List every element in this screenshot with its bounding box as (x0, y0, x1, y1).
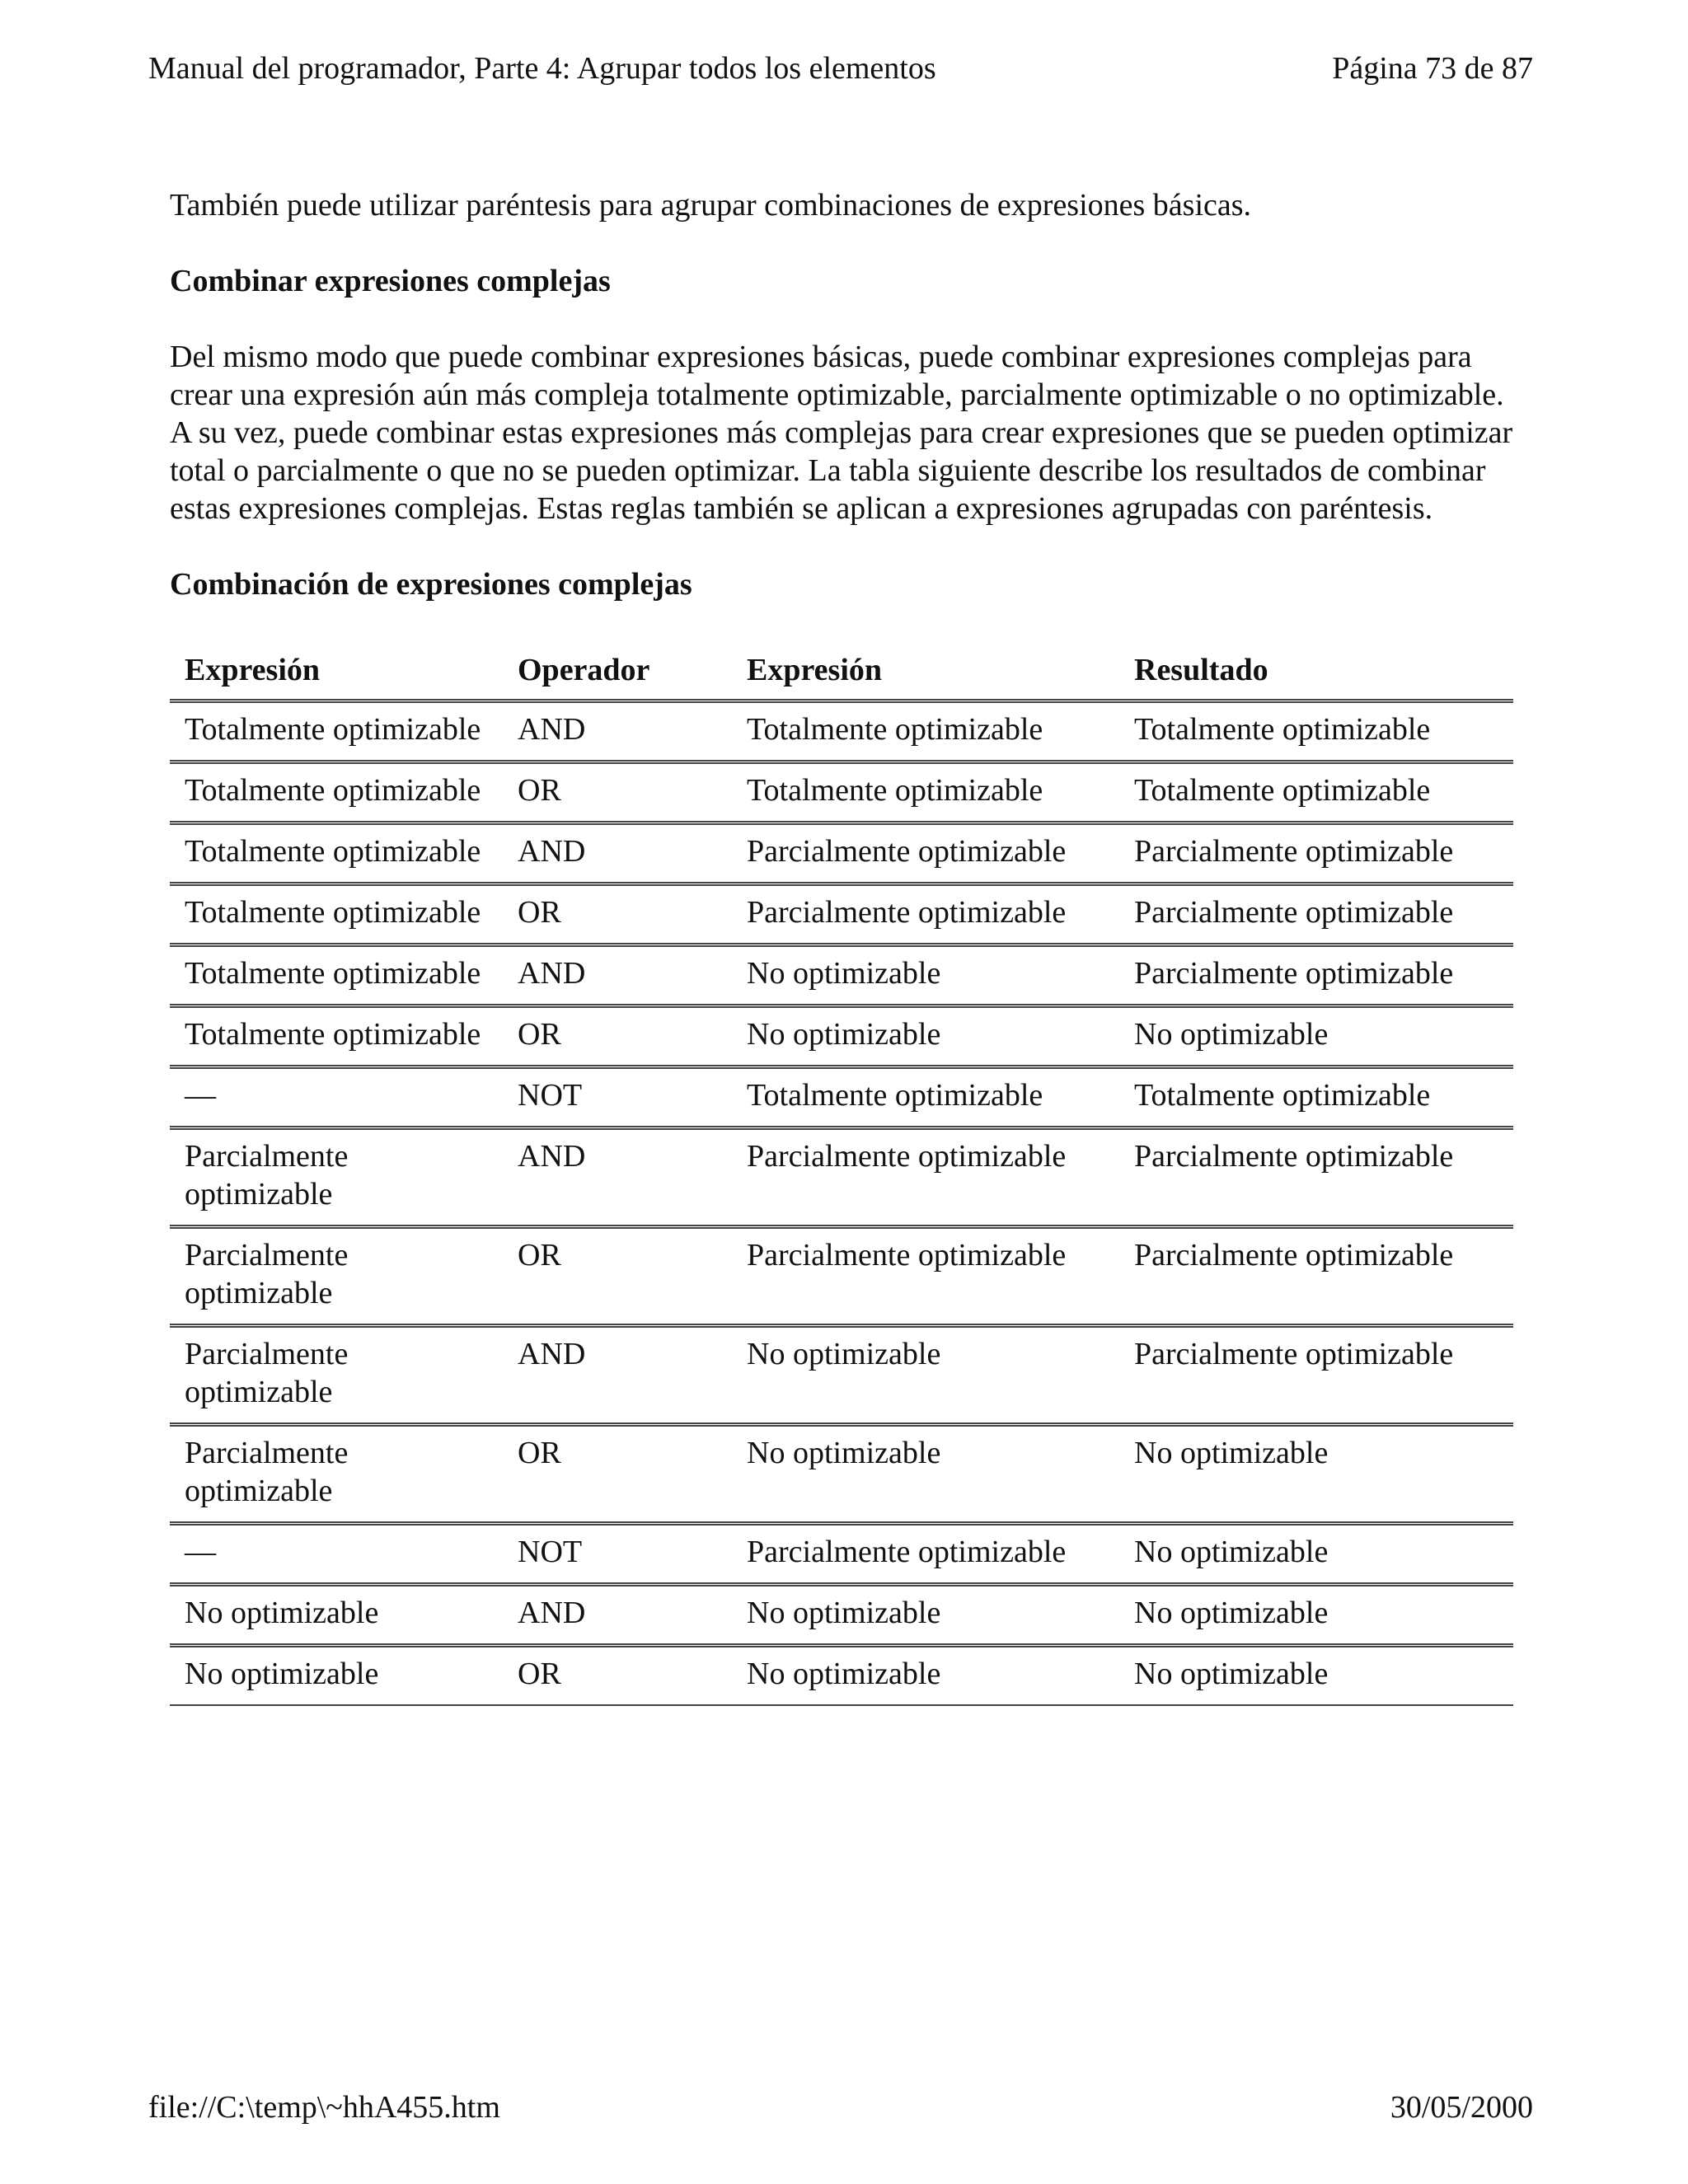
table-cell: Totalmente optimizable (170, 823, 503, 884)
table-cell: No optimizable (1119, 1425, 1513, 1524)
table-row (170, 762, 1513, 823)
page-footer (148, 2092, 1533, 2123)
table-heading: Combinación de expresiones complejas (170, 567, 692, 602)
table-cell: Totalmente optimizable (170, 701, 503, 762)
table-cell: NOT (503, 1524, 732, 1585)
table-row (170, 1646, 1513, 1706)
table-cell: — (170, 1524, 503, 1585)
table-body (170, 701, 1513, 1706)
table-cell: No optimizable (1119, 1006, 1513, 1067)
table-row (170, 1227, 1513, 1326)
page-header (148, 53, 1533, 84)
table-cell: OR (503, 1227, 732, 1326)
table-cell: Parcialmente optimizable (732, 1128, 1119, 1227)
table-cell: Totalmente optimizable (170, 762, 503, 823)
table-cell: No optimizable (170, 1646, 503, 1706)
table-row (170, 1128, 1513, 1227)
table-cell: No optimizable (170, 1585, 503, 1646)
table-row (170, 1067, 1513, 1128)
table-cell: No optimizable (1119, 1585, 1513, 1646)
table-cell: No optimizable (1119, 1524, 1513, 1585)
table-cell: Parcialmente optimizable (732, 823, 1119, 884)
table-cell: Parcialmente optimizable (170, 1128, 503, 1227)
table-row (170, 823, 1513, 884)
table-row (170, 1425, 1513, 1524)
table-cell: Totalmente optimizable (170, 945, 503, 1006)
table-cell: — (170, 1067, 503, 1128)
table-cell: Totalmente optimizable (170, 1006, 503, 1067)
table-cell: No optimizable (1119, 1646, 1513, 1706)
table-cell: Parcialmente optimizable (1119, 884, 1513, 945)
table-cell: AND (503, 1128, 732, 1227)
table-cell: Totalmente optimizable (1119, 701, 1513, 762)
column-header: Operador (503, 651, 732, 701)
table-row (170, 884, 1513, 945)
table-cell: Parcialmente optimizable (170, 1326, 503, 1425)
column-header: Expresión (732, 651, 1119, 701)
table-row (170, 701, 1513, 762)
table-cell: OR (503, 1425, 732, 1524)
table-cell: Parcialmente optimizable (732, 884, 1119, 945)
table-row (170, 1585, 1513, 1646)
table-cell: AND (503, 823, 732, 884)
table-header-row (170, 651, 1513, 701)
table-cell: AND (503, 1585, 732, 1646)
table-cell: AND (503, 1326, 732, 1425)
table-cell: No optimizable (732, 1585, 1119, 1646)
table-cell: Totalmente optimizable (732, 1067, 1119, 1128)
table-row (170, 945, 1513, 1006)
page-content (170, 186, 1513, 1706)
table-cell: Parcialmente optimizable (170, 1227, 503, 1326)
column-header: Resultado (1119, 651, 1513, 701)
file-path: file://C:\temp\~hhA455.htm (148, 2090, 500, 2125)
intro-paragraph: También puede utilizar paréntesis para agrupar combinaciones de expresiones básicas. (170, 188, 1252, 223)
table-cell: Totalmente optimizable (1119, 1067, 1513, 1128)
table-row (170, 1524, 1513, 1585)
table-cell: Parcialmente optimizable (1119, 823, 1513, 884)
table-cell: Parcialmente optimizable (170, 1425, 503, 1524)
table-cell: Parcialmente optimizable (732, 1524, 1119, 1585)
table-cell: No optimizable (732, 945, 1119, 1006)
table-cell: AND (503, 701, 732, 762)
page-number: Página 73 de 87 (1332, 51, 1533, 86)
table-cell: OR (503, 762, 732, 823)
footer-date: 30/05/2000 (1390, 2090, 1533, 2125)
table-cell: OR (503, 1646, 732, 1706)
table-cell: Totalmente optimizable (170, 884, 503, 945)
table-cell: Parcialmente optimizable (1119, 1128, 1513, 1227)
table-cell: No optimizable (732, 1646, 1119, 1706)
table-cell: OR (503, 884, 732, 945)
table-row (170, 1326, 1513, 1425)
table-cell: Totalmente optimizable (732, 701, 1119, 762)
table-cell: Totalmente optimizable (1119, 762, 1513, 823)
column-header: Expresión (170, 651, 503, 701)
table-cell: No optimizable (732, 1006, 1119, 1067)
table-row (170, 1006, 1513, 1067)
table-cell: Parcialmente optimizable (1119, 1227, 1513, 1326)
document-title: Manual del programador, Parte 4: Agrupar todos los elementos (148, 51, 936, 86)
table-cell: Parcialmente optimizable (732, 1227, 1119, 1326)
table-cell: AND (503, 945, 732, 1006)
table-cell: Parcialmente optimizable (1119, 1326, 1513, 1425)
table-cell: No optimizable (732, 1326, 1119, 1425)
table-cell: Totalmente optimizable (732, 762, 1119, 823)
body-paragraph: Del mismo modo que puede combinar expresiones básicas, puede combinar expresiones complejas para crear una expresión aún más compleja totalmente optimizable, parcialmente optimizable o no optimizable. A su vez, puede combinar estas expresiones más complejas para crear expresiones que se pueden optimizar total o parcialmente o que no se pueden optimizar. La tabla siguiente describe los resultados de combinar estas expresiones complejas. Estas reglas también se aplican a expresiones agrupadas con paréntesis. (170, 340, 1513, 526)
table-cell: No optimizable (732, 1425, 1119, 1524)
combination-table (170, 651, 1513, 1706)
table-cell: Parcialmente optimizable (1119, 945, 1513, 1006)
table-cell: OR (503, 1006, 732, 1067)
section-heading: Combinar expresiones complejas (170, 264, 611, 298)
table-cell: NOT (503, 1067, 732, 1128)
